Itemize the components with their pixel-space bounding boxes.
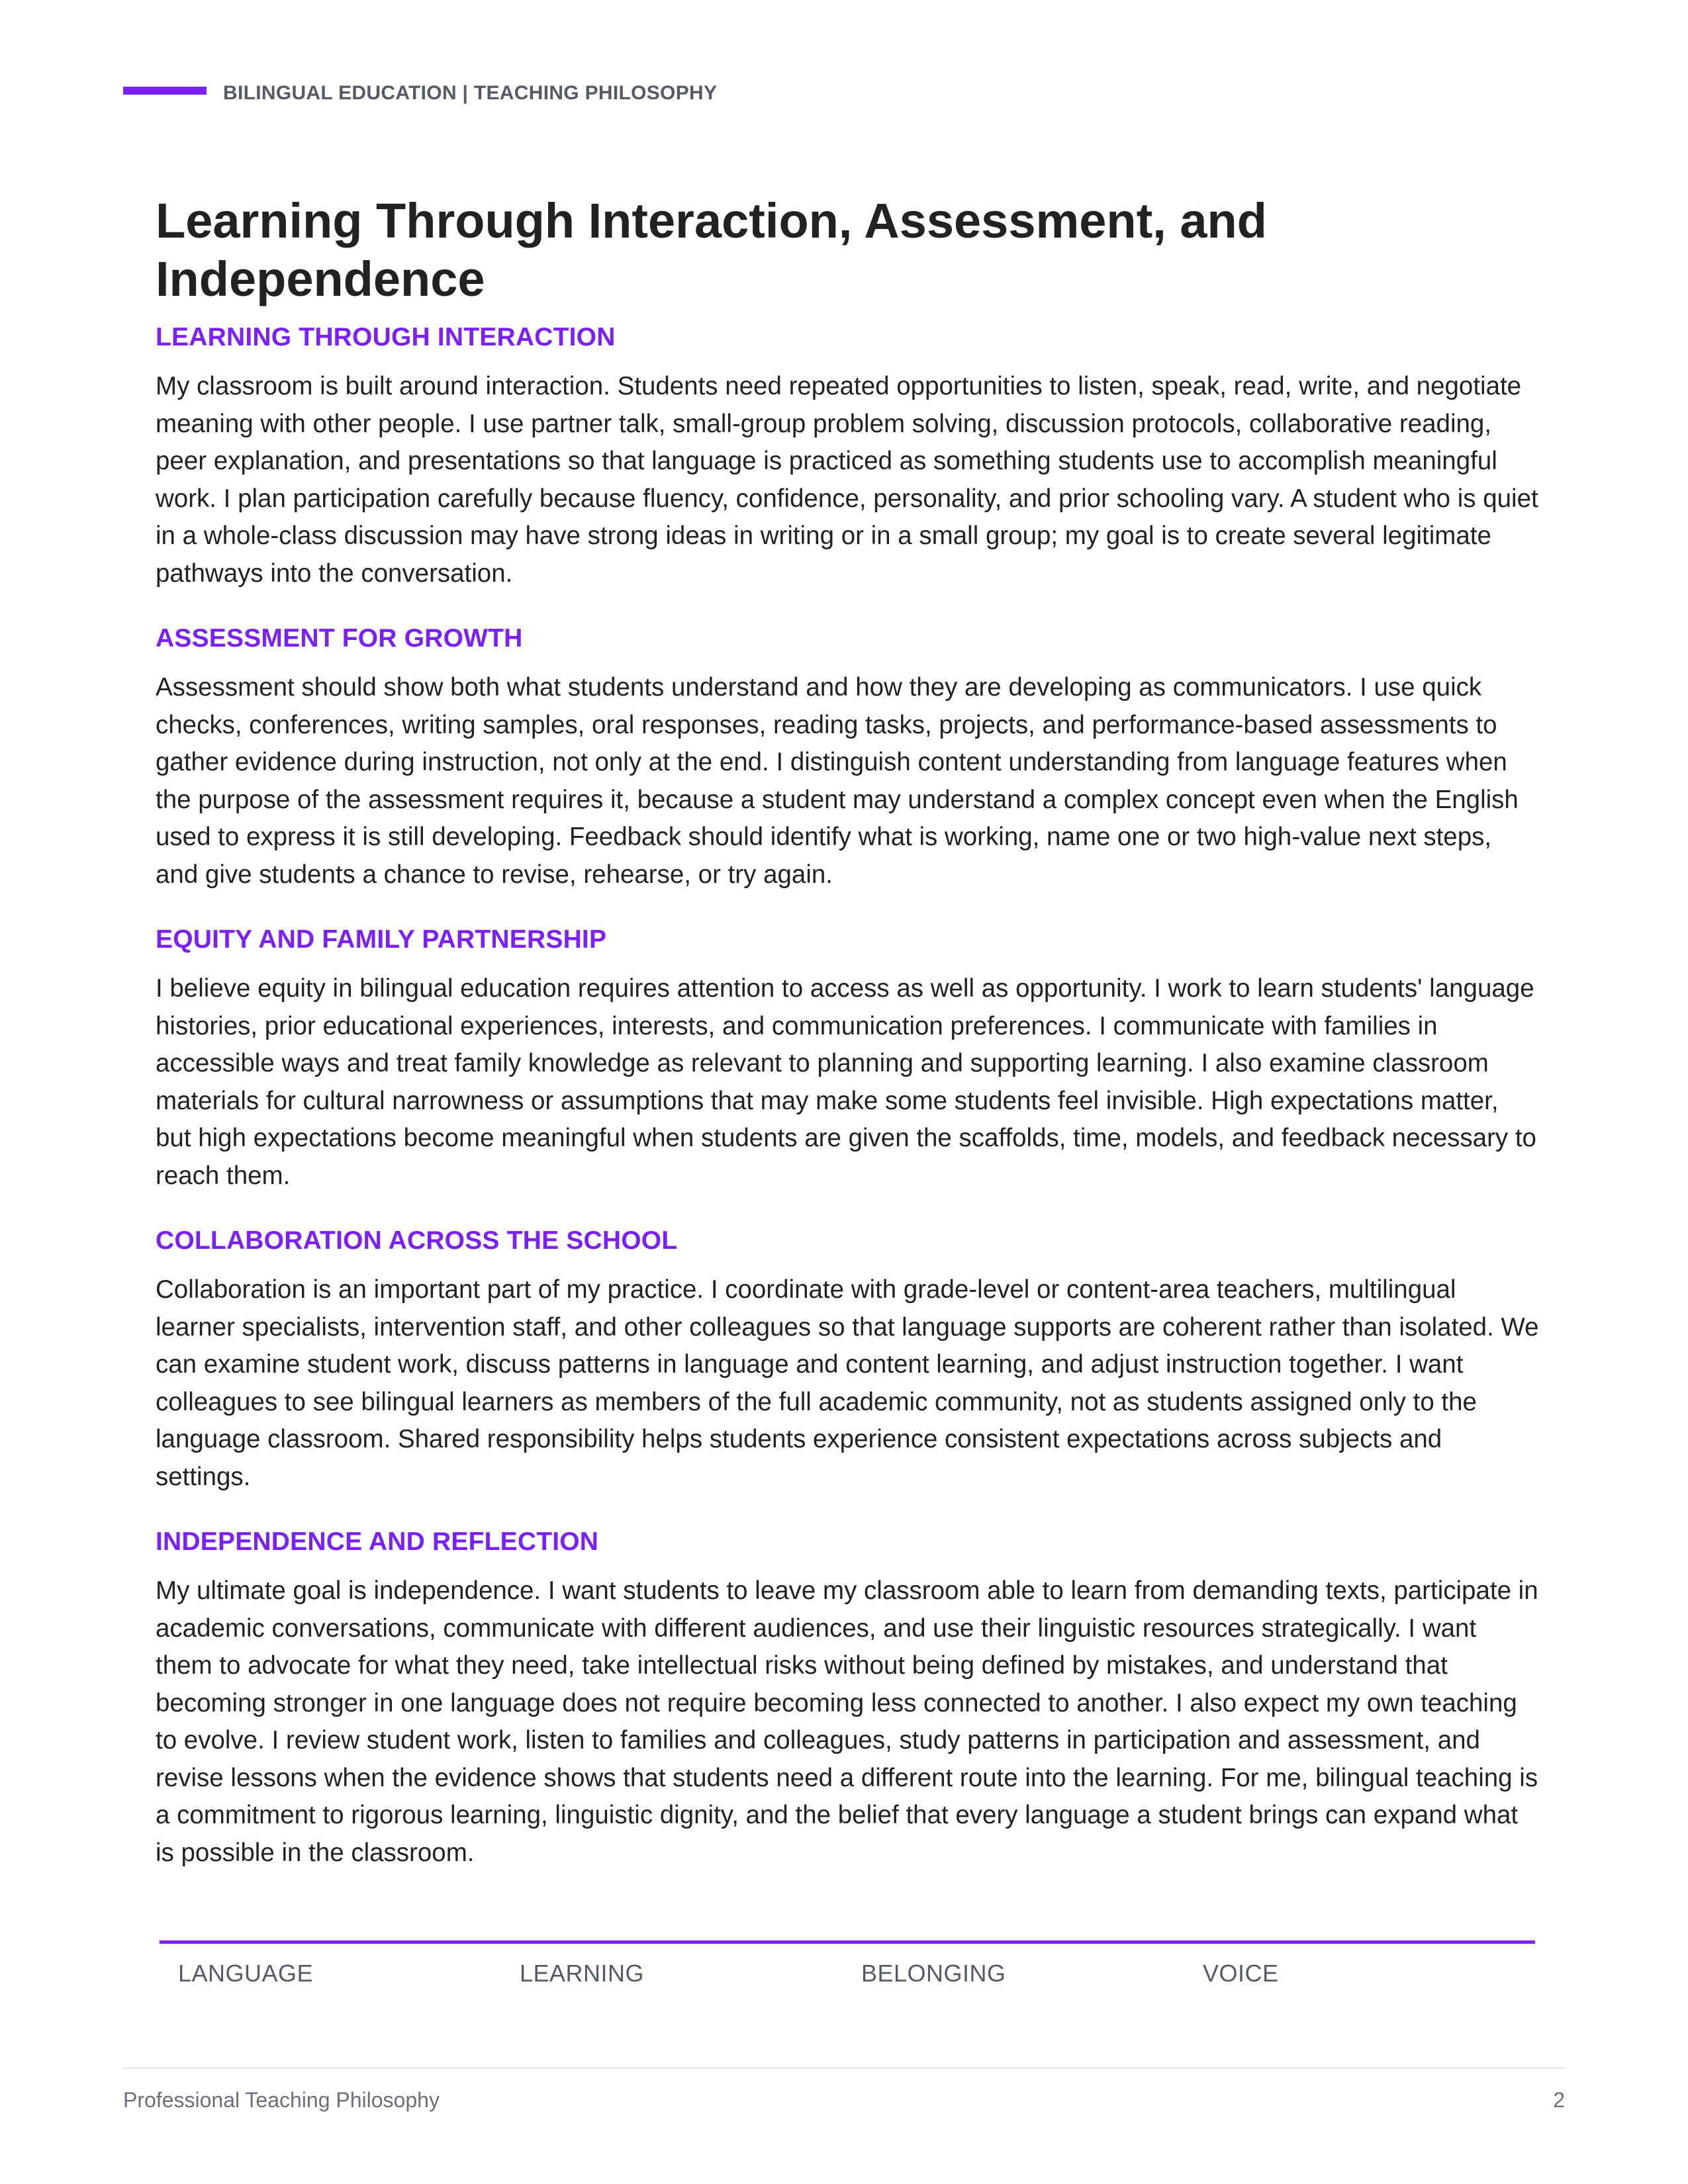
section-body: Assessment should show both what students understand and how they are developing as communicators. I use quick checks, conferences, writing samples, oral responses, reading tasks, projects, and performance-based assessments to gather evidence during instruction, not only at the end. I distinguish content understanding from language features when the purpose of the assessment requires it, because a student may understand a complex concept even when the English used to express it is still developing. Feedback should identify what is working, name one or two high-value next steps, and give students a chance to revise, rehearse, or try again. — [156, 673, 1519, 889]
footer-divider — [123, 2068, 1565, 2069]
header-accent-bar — [123, 87, 207, 95]
section-assessment-for-growth — [156, 623, 1539, 893]
section-learning-through-interaction — [156, 322, 1539, 592]
page-content — [156, 192, 1539, 1872]
section-body: My classroom is built around interaction. Students need repeated opportunities to listen, speak, read, write, and negotiate meaning with other people. I use partner talk, small-group problem solving, discussion protocols, collaborative reading, peer explanation, and presentations so that language is practiced as something students use to accomplish meaningful work. I plan participation carefully because fluency, confidence, personality, and prior schooling vary. A student who is quiet in a whole-class discussion may have strong ideas in writing or in a small group; my goal is to create several legitimate pathways into the conversation. — [156, 372, 1538, 588]
page-title: Learning Through Interaction, Assessment, and Independence — [156, 193, 1267, 306]
pillar-learning: LEARNING — [520, 1960, 645, 1987]
section-heading: ASSESSMENT FOR GROWTH — [156, 624, 523, 653]
section-heading: INDEPENDENCE AND REFLECTION — [156, 1527, 599, 1556]
section-body: My ultimate goal is independence. I want students to leave my classroom able to learn from demanding texts, participate in academic conversations, communicate with different audiences, and use their linguistic resources strategically. I want them to advocate for what they need, take intellectual risks without being defined by mistakes, and understand that becoming stronger in one language does not require becoming less connected to another. I also expect my own teaching to evolve. I review student work, listen to families and colleagues, study patterns in participation and assessment, and revise lessons when the evidence shows that students need a different route into the learning. For me, bilingual teaching is a commitment to rigorous learning, linguistic dignity, and the belief that every language a student brings can expand what is possible in the classroom. — [156, 1576, 1538, 1867]
section-independence-and-reflection — [156, 1526, 1539, 1872]
pillars-divider — [160, 1940, 1535, 1944]
running-header: BILINGUAL EDUCATION | TEACHING PHILOSOPHY — [223, 82, 718, 104]
footer-title: Professional Teaching Philosophy — [123, 2088, 440, 2112]
pillar-language: LANGUAGE — [178, 1960, 314, 1987]
page-number: 2 — [1553, 2088, 1565, 2112]
pillar-voice: VOICE — [1203, 1960, 1279, 1987]
section-collaboration-across-the-school — [156, 1225, 1539, 1496]
section-equity-and-family-partnership — [156, 924, 1539, 1195]
section-heading: COLLABORATION ACROSS THE SCHOOL — [156, 1226, 678, 1255]
section-body: Collaboration is an important part of my practice. I coordinate with grade-level or content-area teachers, multilingual learner specialists, intervention staff, and other colleagues so that language supports are coherent rather than isolated. We can examine student work, discuss patterns in language and content learning, and adjust instruction together. I want colleagues to see bilingual learners as members of the full academic community, not as students assigned only to the language classroom. Shared responsibility helps students experience consistent expectations across subjects and settings. — [156, 1275, 1539, 1491]
section-body: I believe equity in bilingual education requires attention to access as well as opportunity. I work to learn students' language histories, prior educational experiences, interests, and communication preferences. I communicate with families in accessible ways and treat family knowledge as relevant to planning and supporting learning. I also examine classroom materials for cultural narrowness or assumptions that may make some students feel invisible. High expectations matter, but high expectations become meaningful when students are given the scaffolds, time, models, and feedback necessary to reach them. — [156, 974, 1536, 1190]
pillars-row — [178, 1960, 1535, 1993]
section-heading: EQUITY AND FAMILY PARTNERSHIP — [156, 925, 607, 954]
section-heading: LEARNING THROUGH INTERACTION — [156, 323, 616, 351]
pillar-belonging: BELONGING — [861, 1960, 1006, 1987]
